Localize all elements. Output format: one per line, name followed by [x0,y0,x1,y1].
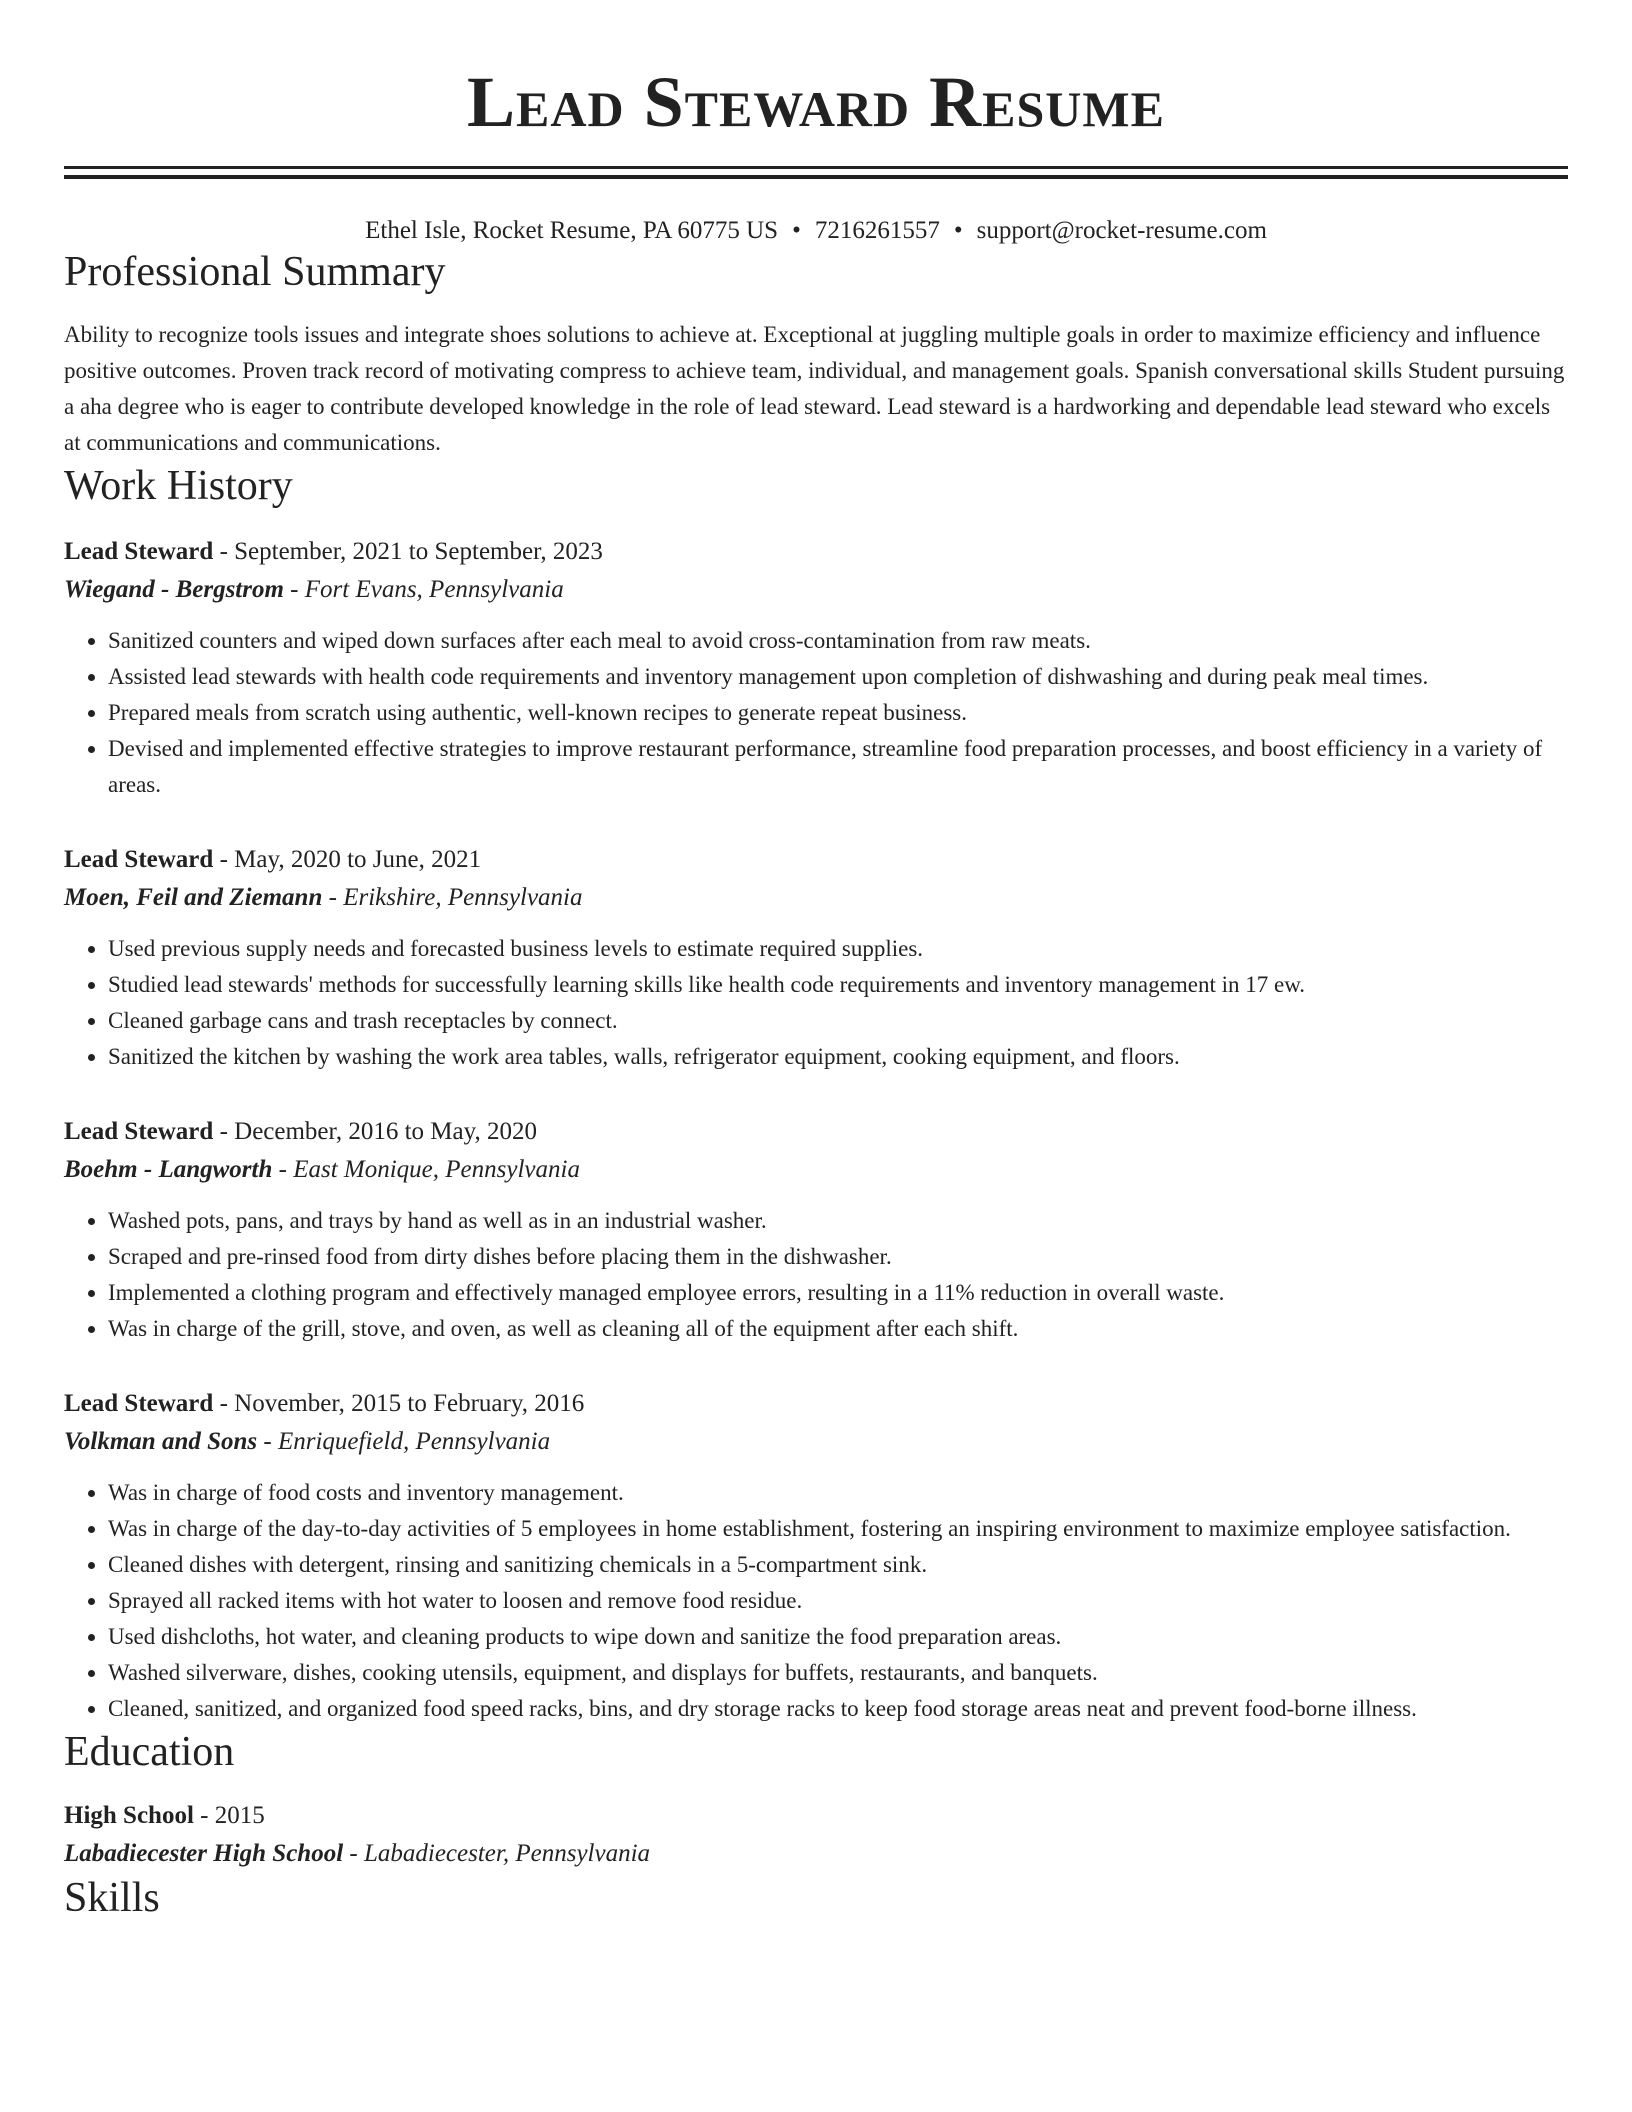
company-name: Wiegand - Bergstrom [64,576,284,603]
job-duty: • Prepared meals from scratch using authentic, well-known recipes to generate repeat business. [108,695,1568,731]
title-rule-bottom [64,175,1568,179]
school-name: Labadiecester High School [64,1840,344,1867]
education-heading: Education [64,1729,235,1775]
degree-dash: - [193,1802,215,1829]
company-location: East Monique, Pennsylvania [293,1156,580,1183]
job-dates: May, 2020 to June, 2021 [234,846,482,873]
company-dash: - [283,576,305,603]
job-duty: • Sanitized the kitchen by washing the work area tables, walls, refrigerator equipment, cooking equipment, and floors. [108,1039,1568,1075]
job-duties-list [64,931,1568,1075]
job-title: Lead Steward [64,1118,214,1145]
job-duty: • Scraped and pre-rinsed food from dirty dishes before placing them in the dishwasher. [108,1239,1568,1275]
job-duties-list [64,623,1568,803]
job-entry [64,1113,1568,1347]
degree: High School [64,1802,194,1829]
job-duty: • Sprayed all racked items with hot water to loosen and remove food residue. [108,1583,1568,1619]
job-dates: December, 2016 to May, 2020 [234,1118,537,1145]
job-dates: November, 2015 to February, 2016 [234,1390,585,1417]
contact-email: support@rocket-resume.com [976,217,1267,244]
contact-address: Ethel Isle, Rocket Resume, PA 60775 US [365,217,779,244]
summary-heading: Professional Summary [64,249,446,295]
company-name: Boehm - Langworth [64,1156,273,1183]
contact-phone: 7216261557 [814,217,940,244]
title-rule-top [64,166,1568,169]
company-name: Moen, Feil and Ziemann [64,884,323,911]
contact-line [64,215,1568,247]
job-title: Lead Steward [64,846,214,873]
job-dash: - [213,1390,235,1417]
job-duty: • Was in charge of food costs and inventory management. [108,1475,1568,1511]
company-location: Enriquefield, Pennsylvania [277,1428,551,1455]
job-duty: • Cleaned dishes with detergent, rinsing and sanitizing chemicals in a 5-compartment sink. [108,1547,1568,1583]
job-duty: • Implemented a clothing program and effectively managed employee errors, resulting in a 11% reduction in overall waste. [108,1275,1568,1311]
graduation-year: 2015 [214,1802,265,1829]
job-title-line [64,841,1568,879]
company-line [64,1151,1568,1189]
job-title: Lead Steward [64,1390,214,1417]
work-history-heading: Work History [64,463,293,509]
job-duty: • Cleaned, sanitized, and organized food speed racks, bins, and dry storage racks to keep food storage areas neat and prevent food-borne illness. [108,1691,1568,1727]
job-dash: - [213,1118,235,1145]
company-dash: - [257,1428,278,1455]
company-dash: - [322,884,344,911]
job-title-line [64,533,1568,571]
job-duty: • Washed silverware, dishes, cooking utensils, equipment, and displays for buffets, restaurants, and banquets. [108,1655,1568,1691]
company-name: Volkman and Sons [64,1428,258,1455]
job-dash: - [213,538,235,565]
company-location: Erikshire, Pennsylvania [343,884,583,911]
resume-title: Lead Steward Resume [467,62,1165,142]
school-dash: - [343,1840,364,1867]
job-entry [64,841,1568,1075]
job-duty: • Studied lead stewards' methods for successfully learning skills like health code requirements and inventory management in 17 ew. [108,967,1568,1003]
company-location: Fort Evans, Pennsylvania [304,576,564,603]
skills-heading: Skills [64,1875,160,1921]
job-duty: • Cleaned garbage cans and trash receptacles by connect. [108,1003,1568,1039]
company-dash: - [272,1156,294,1183]
job-duty: • Washed pots, pans, and trays by hand as well as in an industrial washer. [108,1203,1568,1239]
job-duty: • Was in charge of the grill, stove, and oven, as well as cleaning all of the equipment after each shift. [108,1311,1568,1347]
job-duty: • Sanitized counters and wiped down surfaces after each meal to avoid cross-contamination from raw meats. [108,623,1568,659]
job-duty: • Used previous supply needs and forecasted business levels to estimate required supplies. [108,931,1568,967]
job-dates: September, 2021 to September, 2023 [234,538,603,565]
company-line [64,879,1568,917]
job-duties-list [64,1475,1568,1727]
job-entry [64,1385,1568,1727]
job-title: Lead Steward [64,538,214,565]
job-duty: • Assisted lead stewards with health code requirements and inventory management upon completion of dishwashing and during peak meal times. [108,659,1568,695]
job-title-line [64,1385,1568,1423]
contact-separator: • [953,217,963,244]
job-title-line [64,1113,1568,1151]
job-duty: • Devised and implemented effective strategies to improve restaurant performance, streamline food preparation processes, and boost efficiency in a variety of areas. [108,731,1568,803]
job-entry [64,533,1568,803]
school-location: Labadiecester, Pennsylvania [363,1840,651,1867]
company-line [64,571,1568,609]
education-entry [64,1797,1568,1873]
job-dash: - [213,846,235,873]
summary-text: Ability to recognize tools issues and integrate shoes solutions to achieve at. Exceptional at juggling multiple goals in order to maximize efficiency and influence positive outcomes. Proven track record of motivating compress to achieve team, individual, and management goals. Spanish conversational skills Student pursuing a aha degree who is eager to contribute developed knowledge in the role of lead steward. Lead steward is a hardworking and dependable lead steward who excels at communications and communications. [64,322,1565,455]
company-line [64,1423,1568,1461]
degree-line [64,1797,1568,1835]
contact-separator: • [792,217,801,244]
job-duties-list [64,1203,1568,1347]
school-line [64,1835,1568,1873]
job-duty: • Was in charge of the day-to-day activities of 5 employees in home establishment, fostering an inspiring environment to maximize employee satisfaction. [108,1511,1568,1547]
job-duty: • Used dishcloths, hot water, and cleaning products to wipe down and sanitize the food preparation areas. [108,1619,1568,1655]
